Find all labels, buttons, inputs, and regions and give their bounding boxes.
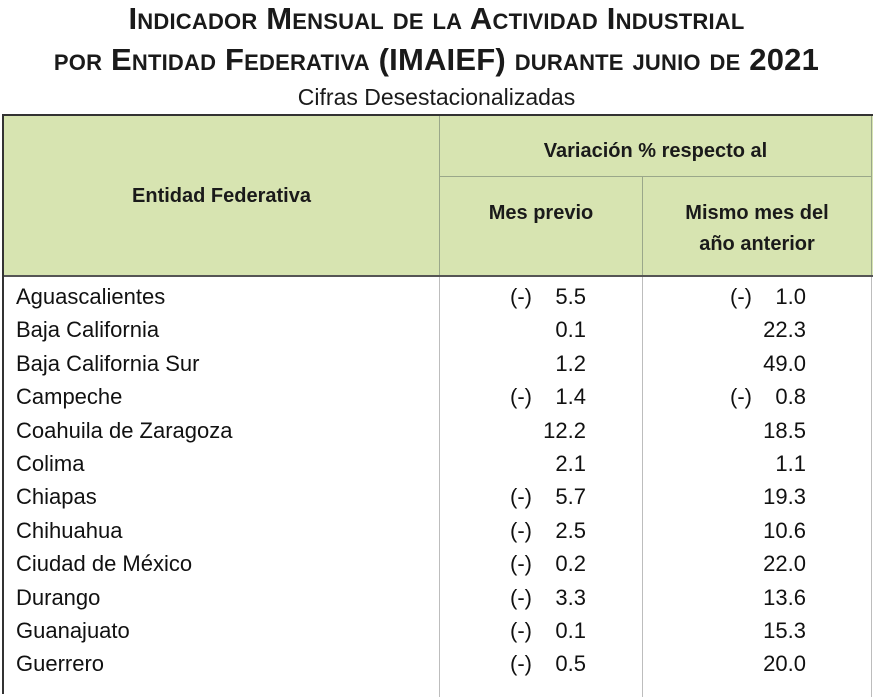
entity-name: Chihuahua [16, 517, 123, 543]
mes-previo-value: 0.5 [555, 651, 586, 677]
entity-name: Guanajuato [16, 618, 130, 643]
table-row [4, 313, 873, 346]
table-row [4, 514, 873, 547]
mismo-mes-value: 0.8 [775, 384, 806, 410]
mes-previo-negative-marker: (-) [510, 484, 532, 510]
entity-name: Baja California [16, 317, 160, 343]
entity-name: Guerrero [16, 651, 105, 677]
mes-previo-negative-marker: (-) [510, 651, 532, 677]
mes-previo-value: 0.2 [555, 551, 586, 577]
mes-previo-value: 12.2 [543, 417, 586, 443]
mismo-mes-value: 20.0 [763, 651, 806, 677]
mes-previo-negative-marker: (-) [510, 284, 532, 309]
header-mismo-mes-line-1: Mismo mes del [685, 202, 829, 224]
mes-previo-value: 1.4 [555, 384, 586, 410]
mismo-mes-value: 13.6 [763, 584, 806, 610]
mismo-mes-value: 1.1 [775, 451, 806, 476]
mismo-mes-value: 49.0 [763, 350, 806, 376]
entity-name: Baja California Sur [16, 350, 200, 376]
mes-previo-value: 2.5 [555, 517, 586, 543]
table-row [4, 581, 873, 614]
table-header [4, 116, 873, 277]
entity-name: Coahuila de Zaragoza [16, 417, 233, 443]
header-variation-group: Variación % respecto al [543, 140, 768, 162]
document-subtitle: Cifras Desestacionalizadas [297, 84, 576, 110]
mismo-mes-value: 15.3 [763, 618, 806, 643]
table-row [4, 614, 873, 647]
mismo-mes-value: 10.6 [763, 517, 806, 543]
mes-previo-value: 5.5 [555, 284, 586, 309]
table-row [4, 547, 873, 580]
table-row [4, 414, 873, 447]
entity-name: Ciudad de México [16, 551, 193, 577]
mes-previo-negative-marker: (-) [510, 618, 532, 643]
entity-name: Colima [16, 451, 85, 476]
table-row [4, 347, 873, 380]
header-divider-group [440, 176, 872, 177]
entity-name: Aguascalientes [16, 284, 166, 309]
mismo-mes-value: 19.3 [763, 484, 806, 510]
mismo-mes-value: 22.3 [763, 317, 806, 343]
header-entity: Entidad Federativa [132, 185, 311, 207]
header-mes-previo: Mes previo [488, 202, 594, 224]
table-row [4, 647, 873, 680]
entity-name: Chiapas [16, 484, 97, 510]
header-divider-right [871, 116, 872, 275]
document-title-line-2: por Entidad Federativa (IMAIEF) durante junio de 2021 [53, 42, 820, 77]
entity-name: Campeche [16, 384, 123, 410]
mes-previo-negative-marker: (-) [510, 384, 532, 410]
mes-previo-value: 1.2 [555, 350, 586, 376]
document-title-line-1: Indicador Mensual de la Actividad Industrial [128, 1, 745, 36]
mes-previo-negative-marker: (-) [510, 551, 532, 577]
mismo-mes-negative-marker: (-) [730, 384, 752, 410]
mes-previo-value: 0.1 [555, 317, 586, 343]
imaief-table [2, 114, 873, 694]
table-row [4, 280, 873, 313]
mes-previo-value: 2.1 [555, 451, 586, 476]
table-row [4, 480, 873, 513]
mes-previo-value: 5.7 [555, 484, 586, 510]
mismo-mes-value: 22.0 [763, 551, 806, 577]
mes-previo-negative-marker: (-) [510, 517, 532, 543]
mismo-mes-negative-marker: (-) [730, 284, 752, 309]
table-row [4, 447, 873, 480]
mes-previo-value: 0.1 [555, 618, 586, 643]
mismo-mes-value: 18.5 [763, 417, 806, 443]
mismo-mes-value: 1.0 [775, 284, 806, 309]
mes-previo-value: 3.3 [555, 584, 586, 610]
header-mismo-mes-line-2: año anterior [699, 233, 815, 255]
table-row [4, 380, 873, 413]
entity-name: Durango [16, 584, 101, 610]
mes-previo-negative-marker: (-) [510, 584, 532, 610]
